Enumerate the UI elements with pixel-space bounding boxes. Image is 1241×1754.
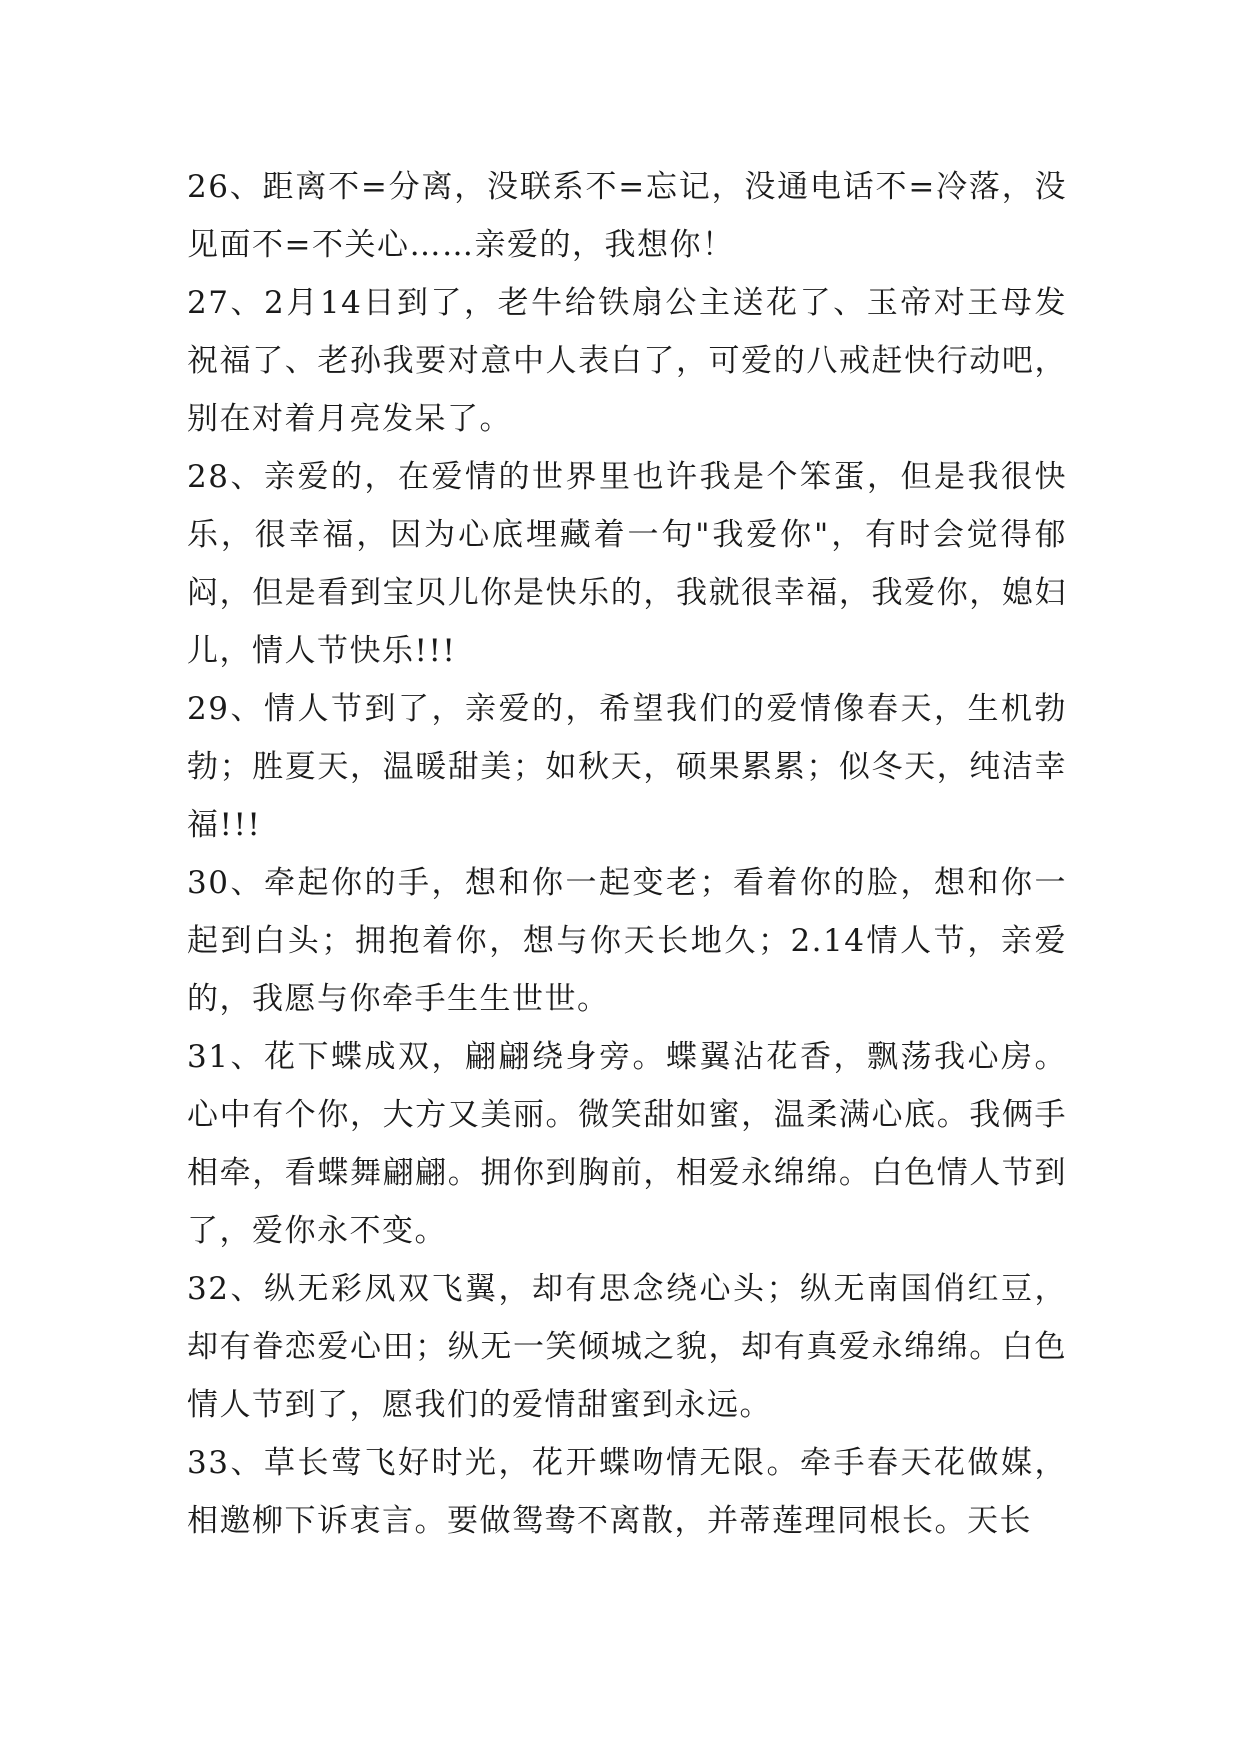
paragraph-32: 32、纵无彩凤双飞翼，却有思念绕心头；纵无南国俏红豆，却有眷恋爱心田；纵无一笑倾城之貌，却有真爱永绵绵。白色情人节到了，愿我们的爱情甜蜜到永远。 [187,1271,1067,1423]
paragraph-33: 33、草长莺飞好时光，花开蝶吻情无限。牵手春天花做媒，相邀柳下诉衷言。要做鸳鸯不离散，并蒂莲理同根长。天长 [187,1445,1067,1539]
paragraph-30: 30、牵起你的手，想和你一起变老；看着你的脸，想和你一起到白头；拥抱着你，想与你天长地久；2.14情人节，亲爱的，我愿与你牵手生生世世。 [187,865,1067,1017]
paragraph-28: 28、亲爱的，在爱情的世界里也许我是个笨蛋，但是我很快乐，很幸福，因为心底埋藏着一句"我爱你"，有时会觉得郁闷，但是看到宝贝儿你是快乐的，我就很幸福，我爱你，媳妇儿，情人节快乐!!! [187,459,1067,669]
paragraph-29: 29、情人节到了，亲爱的，希望我们的爱情像春天，生机勃勃；胜夏天，温暖甜美；如秋天，硕果累累；似冬天，纯洁幸福!!! [187,691,1067,843]
document-body [187,158,1067,1550]
paragraph-27: 27、2月14日到了，老牛给铁扇公主送花了、玉帝对王母发祝福了、老孙我要对意中人表白了，可爱的八戒赶快行动吧，别在对着月亮发呆了。 [187,285,1067,437]
paragraph-26: 26、距离不=分离，没联系不=忘记，没通电话不=冷落，没见面不=不关心……亲爱的，我想你！ [187,169,1067,263]
paragraph-31: 31、花下蝶成双，翩翩绕身旁。蝶翼沾花香，飘荡我心房。心中有个你，大方又美丽。微笑甜如蜜，温柔满心底。我俩手相牵，看蝶舞翩翩。拥你到胸前，相爱永绵绵。白色情人节到了，爱你永不变。 [187,1039,1067,1249]
